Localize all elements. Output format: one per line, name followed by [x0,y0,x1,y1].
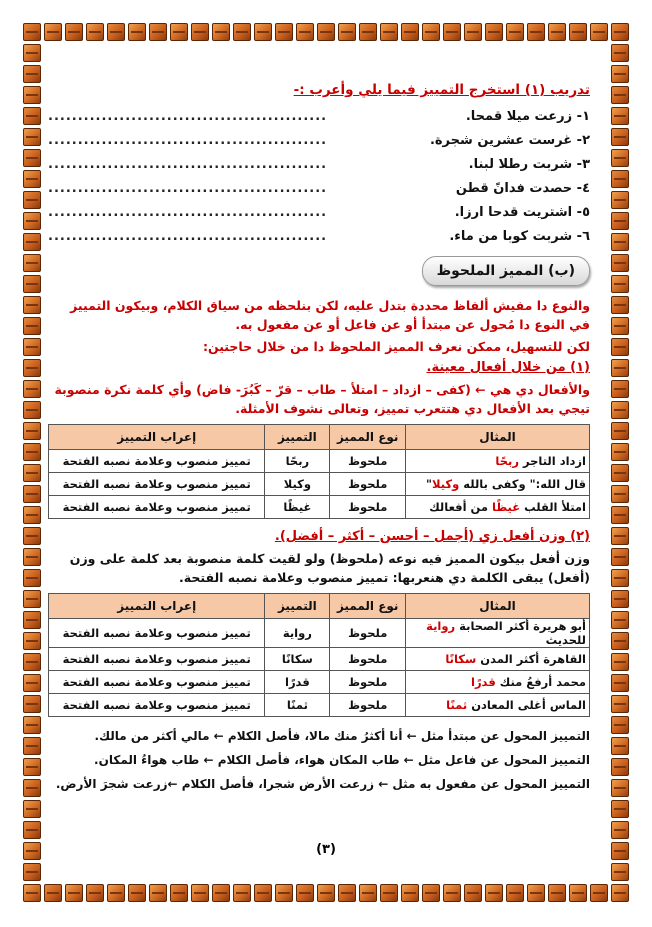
brick-icon [23,737,41,755]
example-cell: القاهرة أكثر المدن سكانًا [406,648,590,671]
brick-icon [611,674,629,692]
brick-icon [611,401,629,419]
col-header-example: المثال [406,594,590,619]
brick-icon [611,443,629,461]
iraab-cell: تمييز منصوب وعلامة نصبه الفتحة [49,450,265,473]
iraab-cell: تمييز منصوب وعلامة نصبه الفتحة [49,496,265,519]
brick-icon [611,296,629,314]
brick-icon [611,653,629,671]
brick-icon [107,884,125,902]
tamyeez-cell: ثمنًا [265,694,330,717]
brick-icon [611,65,629,83]
brick-icon [443,23,461,41]
brick-icon [611,716,629,734]
type-cell: ملحوظ [330,450,406,473]
brick-icon [23,86,41,104]
brick-icon [65,23,83,41]
brick-icon [23,569,41,587]
brick-icon [254,23,272,41]
brick-icon [611,338,629,356]
brick-icon [611,590,629,608]
intro-paragraph-2: لكن للتسهيل، ممكن نعرف المميز الملحوظ دا من خلال حاجتين: [202,339,590,354]
brick-icon [23,506,41,524]
brick-icon [23,485,41,503]
point1-text: والأفعال دي هي ← (كفى – ازداد – امتلأ – طاب – قرّ – كَبُرَ- فاض) وأي كلمة نكرة منصوبة تيجي بعد الأفعال دي هتتعرب تمييز، وتعالى نشوف الأمثلة. [54,382,590,416]
brick-icon [23,653,41,671]
brick-icon [23,548,41,566]
tamyeez-cell: وكيلا [265,473,330,496]
example-cell: محمد أرفعُ منك قدرًا [406,671,590,694]
brick-icon [275,884,293,902]
brick-icon [170,884,188,902]
content [48,78,590,799]
type-cell: ملحوظ [330,648,406,671]
table-row [49,473,590,496]
brick-icon [23,107,41,125]
brick-icon [23,359,41,377]
note-line: التمييز المحول عن مبتدأ مثل ← أنا أكثرُ منك مالا، فأصل الكلام ← مالي أكثر من مالك. [94,729,590,743]
brick-icon [611,485,629,503]
brick-icon [23,443,41,461]
tamyeez-cell: ربحًا [265,450,330,473]
brick-icon [611,611,629,629]
brick-icon [611,23,629,41]
brick-icon [527,23,545,41]
iraab-cell: تمييز منصوب وعلامة نصبه الفتحة [49,473,265,496]
brick-icon [23,212,41,230]
brick-icon [380,884,398,902]
brick-icon [380,23,398,41]
col-header-tamyeez: التمييز [265,425,330,450]
exercise-title: تدريب (١) استخرج التمييز فيما يلي وأعرب :- [293,82,590,98]
brick-icon [233,23,251,41]
table-row [49,694,590,717]
brick-icon [296,884,314,902]
table-row [49,450,590,473]
brick-icon [65,884,83,902]
example-cell: ازداد التاجر ربحًا [406,450,590,473]
brick-icon [275,23,293,41]
brick-icon [23,863,41,881]
example-cell: أبو هريرة أكثر الصحابة رواية للحديث [406,619,590,648]
brick-icon [569,884,587,902]
tamyeez-cell: رواية [265,619,330,648]
brick-icon [23,674,41,692]
brick-icon [611,170,629,188]
brick-icon [44,23,62,41]
brick-icon [422,884,440,902]
brick-icon [590,884,608,902]
brick-icon [485,884,503,902]
brick-icon [611,632,629,650]
brick-icon [611,212,629,230]
brick-icon [611,821,629,839]
brick-icon [23,275,41,293]
brick-icon [23,338,41,356]
page-number: (٣) [316,842,336,857]
brick-icon [23,149,41,167]
brick-icon [317,23,335,41]
brick-icon [23,716,41,734]
brick-icon [611,779,629,797]
brick-icon [149,884,167,902]
brick-icon [23,611,41,629]
exercise-item: ١- زرعت ميلا قمحا. ............................................... [48,109,590,124]
examples-table-1 [48,424,590,519]
brick-icon [23,65,41,83]
brick-icon [317,884,335,902]
tamyeez-cell: قدرًا [265,671,330,694]
brick-icon [254,884,272,902]
brick-icon [23,128,41,146]
brick-icon [611,44,629,62]
brick-icon [611,317,629,335]
brick-icon [338,23,356,41]
brick-icon [464,884,482,902]
brick-icon [464,23,482,41]
brick-icon [611,359,629,377]
col-header-example: المثال [406,425,590,450]
exercise-item: ٢- غرست عشرين شجرة. ............................................... [48,133,590,148]
brick-icon [23,233,41,251]
brick-icon [548,23,566,41]
brick-icon [23,779,41,797]
brick-icon [170,23,188,41]
brick-icon [485,23,503,41]
brick-icon [611,758,629,776]
iraab-cell: تمييز منصوب وعلامة نصبه الفتحة [49,619,265,648]
note-line: التمييز المحول عن فاعل مثل ← طاب المكان هواء، فأصل الكلام ← طاب هواءُ المكان. [94,753,590,767]
brick-icon [611,380,629,398]
brick-icon [233,884,251,902]
iraab-cell: تمييز منصوب وعلامة نصبه الفتحة [49,671,265,694]
brick-icon [401,23,419,41]
tamyeez-cell: سكانًا [265,648,330,671]
brick-icon [611,128,629,146]
exercise-item: ٤- حصدت فدانً قطن ............................................... [48,181,590,196]
brick-icon [23,527,41,545]
brick-icon [590,23,608,41]
brick-icon [23,695,41,713]
intro-paragraph: والنوع دا مفيش ألفاظ محددة بتدل عليه، لكن بنلحظه من سياق الكلام، وبيكون التمييز في النوع دا مُحول عن مبتدأ أو عن فاعل أو عن مفعول به. [70,298,590,332]
brick-icon [212,884,230,902]
brick-icon [338,884,356,902]
brick-icon [23,191,41,209]
example-cell: الماس أغلى المعادن ثمنًا [406,694,590,717]
brick-icon [128,23,146,41]
brick-icon [611,800,629,818]
brick-icon [44,884,62,902]
brick-icon [506,884,524,902]
notes [48,727,590,793]
brick-icon [611,191,629,209]
type-cell: ملحوظ [330,671,406,694]
brick-icon [611,464,629,482]
brick-icon [611,275,629,293]
brick-icon [611,884,629,902]
type-cell: ملحوظ [330,694,406,717]
brick-icon [149,23,167,41]
col-header-iraab: إعراب التمييز [49,425,265,450]
brick-icon [569,23,587,41]
brick-icon [611,548,629,566]
brick-icon [23,590,41,608]
brick-icon [23,821,41,839]
col-header-iraab: إعراب التمييز [49,594,265,619]
brick-icon [23,296,41,314]
brick-icon [611,254,629,272]
col-header-type: نوع المميز [330,594,406,619]
point1-title: (١) من خلال أفعال معينة. [426,360,590,375]
example-cell: قال الله:" وكفى بالله وكيلا" [406,473,590,496]
brick-icon [23,464,41,482]
brick-icon [23,758,41,776]
brick-icon [212,23,230,41]
brick-icon [506,23,524,41]
brick-icon [23,800,41,818]
brick-icon [611,695,629,713]
type-cell: ملحوظ [330,619,406,648]
brick-icon [401,884,419,902]
exercise-item: ٣- شربت رطلا لبنا. ............................................... [48,157,590,172]
iraab-cell: تمييز منصوب وعلامة نصبه الفتحة [49,648,265,671]
brick-icon [359,23,377,41]
brick-icon [611,737,629,755]
table-row [49,496,590,519]
brick-icon [359,884,377,902]
point2-text: وزن أفعل بيكون المميز فيه نوعه (ملحوظ) ولو لقيت كلمة منصوبة بعد كلمة على وزن (أفعل) يبقى الكلمة دي هنعربها: تمييز منصوب وعلامة نصبه الفتحة. [69,551,590,585]
brick-icon [107,23,125,41]
brick-icon [611,233,629,251]
brick-icon [611,863,629,881]
brick-icon [86,23,104,41]
iraab-cell: تمييز منصوب وعلامة نصبه الفتحة [49,694,265,717]
brick-icon [23,254,41,272]
brick-icon [23,170,41,188]
brick-icon [548,884,566,902]
exercise-item: ٦- شربت كوبا من ماء. ............................................... [48,229,590,244]
brick-icon [23,23,41,41]
brick-icon [23,632,41,650]
brick-icon [23,422,41,440]
brick-icon [611,107,629,125]
brick-icon [86,884,104,902]
table-row [49,671,590,694]
col-header-type: نوع المميز [330,425,406,450]
brick-icon [23,380,41,398]
brick-icon [23,317,41,335]
example-cell: امتلأ القلب غيظًا من أفعالك [406,496,590,519]
brick-icon [611,506,629,524]
brick-icon [611,569,629,587]
brick-icon [611,149,629,167]
brick-icon [611,422,629,440]
brick-icon [191,884,209,902]
exercise-list [48,106,590,250]
section-title-box: (ب) المميز الملحوظ [422,256,590,286]
brick-icon [23,884,41,902]
note-line: التمييز المحول عن مفعول به مثل ← زرعت الأرض شجرا، فأصل الكلام ←زرعت شجرَ الأرض. [55,777,590,791]
brick-icon [128,884,146,902]
brick-icon [422,23,440,41]
table-row [49,648,590,671]
brick-icon [611,527,629,545]
col-header-tamyeez: التمييز [265,594,330,619]
brick-icon [191,23,209,41]
type-cell: ملحوظ [330,473,406,496]
brick-icon [527,884,545,902]
brick-icon [296,23,314,41]
brick-icon [23,401,41,419]
table-row [49,619,590,648]
examples-table-2 [48,593,590,717]
type-cell: ملحوظ [330,496,406,519]
tamyeez-cell: غيظًا [265,496,330,519]
exercise-item: ٥- اشتريت قدحا ارزا. ............................................... [48,205,590,220]
brick-icon [23,44,41,62]
brick-icon [611,86,629,104]
point2-title: (٢) وزن أفعل زي (أجمل – أحسن – أكثر – أفضل). [274,529,590,544]
brick-icon [443,884,461,902]
